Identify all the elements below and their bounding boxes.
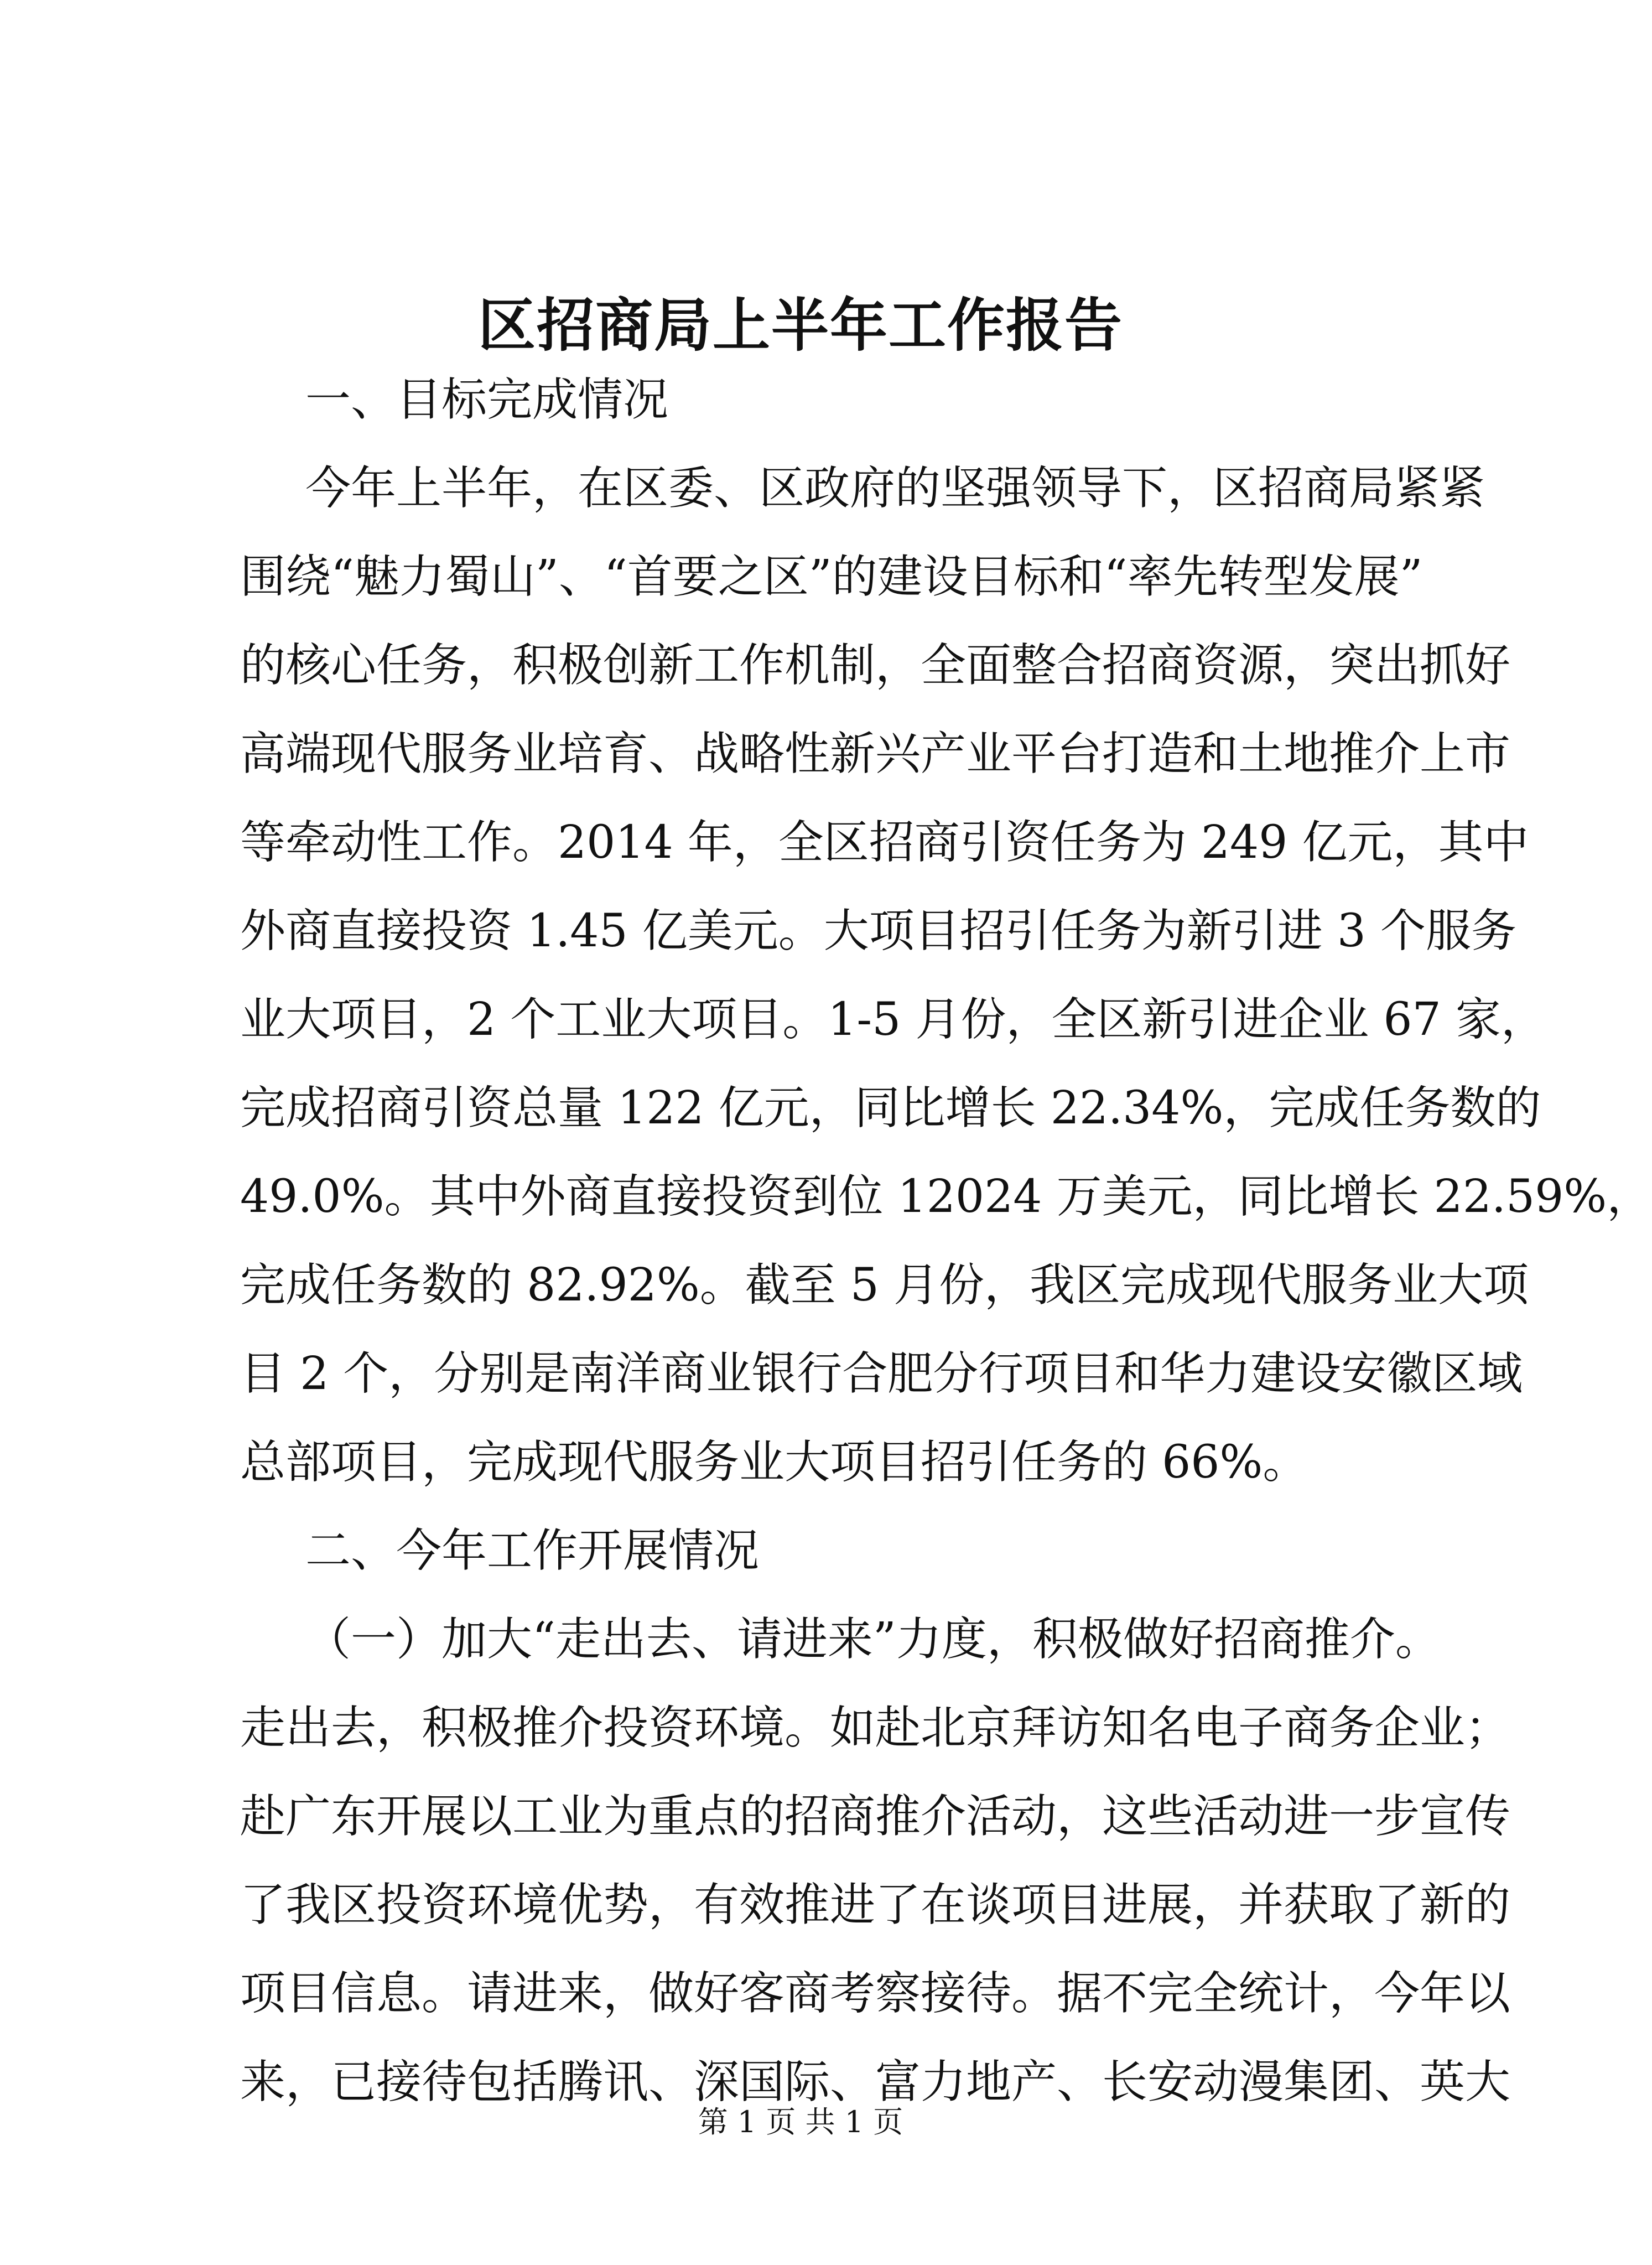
paragraph-line: 总部项目，完成现代服务业大项目招引任务的 66%。 [240, 1436, 1308, 1489]
paragraph-line: 项目信息。请进来，做好客商考察接待。据不完全统计，今年以 [240, 1967, 1511, 2020]
paragraph-line: 外商直接投资 1.45 亿美元。大项目招引任务为新引进 3 个服务 [240, 905, 1517, 957]
paragraph-line: 业大项目，2 个工业大项目。1-5 月份，全区新引进企业 67 家， [240, 993, 1546, 1046]
paragraph-line: 等牵动性工作。2014 年，全区招商引资任务为 249 亿元，其中 [240, 816, 1529, 869]
paragraph-line: 的核心任务，积极创新工作机制，全面整合招商资源，突出抓好 [240, 639, 1511, 692]
document-title: 区招商局上半年工作报告 [477, 291, 1123, 359]
paragraph-line: 赴广东开展以工业为重点的招商推介活动，这些活动进一步宣传 [240, 1790, 1511, 1843]
section-heading-2: 二、今年工作开展情况 [305, 1525, 760, 1577]
paragraph-line: 走出去，积极推介投资环境。如赴北京拜访知名电子商务企业； [240, 1702, 1511, 1754]
paragraph-line: （一）加大“走出去、请进来”力度，积极做好招商推介。 [305, 1613, 1441, 1666]
paragraph-line: 今年上半年，在区委、区政府的坚强领导下，区招商局紧紧 [305, 462, 1485, 515]
paragraph-line: 围绕“魅力蜀山”、“首要之区”的建设目标和“率先转型发展” [240, 551, 1423, 603]
paragraph-line: 完成招商引资总量 122 亿元，同比增长 22.34%，完成任务数的 [240, 1082, 1541, 1134]
paragraph-line: 目 2 个，分别是南洋商业银行合肥分行项目和华力建设安徽区域 [240, 1347, 1523, 1400]
paragraph-line: 来，已接待包括腾讯、深国际、富力地产、长安动漫集团、英大 [240, 2056, 1511, 2108]
paragraph-line: 了我区投资环境优势，有效推进了在谈项目进展，并获取了新的 [240, 1879, 1511, 1931]
page-footer: 第 1 页 共 1 页 [698, 2105, 903, 2139]
paragraph-line: 高端现代服务业培育、战略性新兴产业平台打造和土地推介上市 [240, 728, 1511, 780]
section-heading-1: 一、目标完成情况 [305, 374, 669, 426]
paragraph-line: 完成任务数的 82.92%。截至 5 月份，我区完成现代服务业大项 [240, 1259, 1529, 1312]
paragraph-line: 49.0%。其中外商直接投资到位 12024 万美元，同比增长 22.59%， [240, 1170, 1652, 1223]
